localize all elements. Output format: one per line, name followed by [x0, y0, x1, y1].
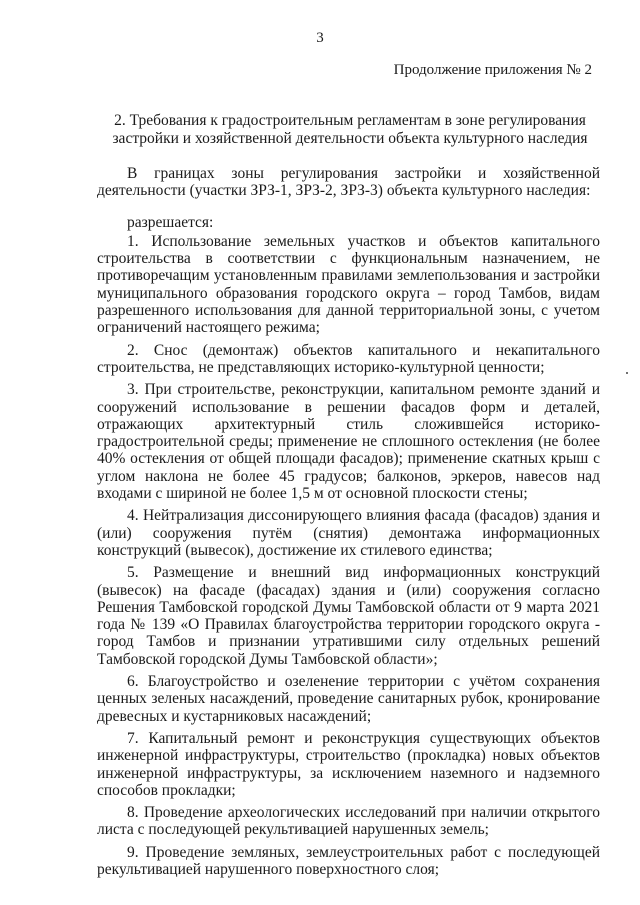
allowed-label: разрешается:	[127, 213, 214, 231]
list-item: 9. Проведение земляных, землеустроительных работ с последующей рекультивацией нарушенного поверхностного слоя;	[97, 843, 600, 878]
document-body	[97, 165, 600, 883]
scan-artifact-dot	[626, 372, 628, 374]
list-item: 7. Капитальный ремонт и реконструкция существующих объектов инженерной инфраструктуры, строительство (прокладка) новых объектов инженерной инфраструктуры, за исключением наземного и надземного способов прокладки;	[97, 729, 600, 799]
list-item: 5. Размещение и внешний вид информационных конструкций (вывесок) на фасаде (фасадах) здания и (или) сооружения согласно Решения Тамбовской городской Думы Тамбовской области от 9 марта 2021 года № 139 «О Правилах благоустройства территории городского округа - город Тамбов и признании утратившими силу отдельных решений Тамбовской городской Думы Тамбовской области»;	[97, 564, 600, 668]
list-item: 3. При строительстве, реконструкции, капитальном ремонте зданий и сооружений использование в решении фасадов форм и деталей, отражающих архитектурный стиль сложившейся историко-градостроительной среды; применение не сплошного остекления (не более 40% остекления от общей площади фасадов); применение скатных крыш с углом наклона не более 45 градусов; балконов, эркеров, навесов над входами с шириной не более 1,5 м от основной плоскости стены;	[97, 381, 600, 503]
list-item: 2. Снос (демонтаж) объектов капитального и некапитального строительства, не представляющих историко-культурной ценности;	[97, 341, 600, 376]
list-item: 6. Благоустройство и озеленение территории с учётом сохранения ценных зеленых насаждений, проведение санитарных рубок, кронирование древесных и кустарниковых насаждений;	[97, 673, 600, 725]
section-heading: 2. Требования к градостроительным регламентам в зоне регулирования застройки и хозяйственной деятельности объекта культурного наследия	[112, 112, 588, 147]
page-number: 3	[316, 30, 324, 46]
list-item: 4. Нейтрализация диссонирующего влияния фасада (фасадов) здания и (или) сооружения путём (снятия) демонтажа информационных конструкций (вывесок), достижение их стилевого единства;	[97, 507, 600, 559]
list-item: 8. Проведение археологических исследований при наличии открытого листа с последующей рекультивацией нарушенных земель;	[97, 804, 600, 839]
list-item: 1. Использование земельных участков и объектов капитального строительства в соответствии с функциональным назначением, не противоречащим установленным правилами землепользования и застройки муниципального образования городского округа – город Тамбов, видам разрешенного использования для данной территориальной зоны, с учетом ограничений настоящего режима;	[97, 232, 600, 337]
intro-paragraph: В границах зоны регулирования застройки и хозяйственной деятельности (участки ЗРЗ-1, ЗРЗ-2, ЗРЗ-3) объекта культурного наследия:	[97, 165, 600, 200]
annex-continuation-note: Продолжение приложения № 2	[393, 62, 592, 78]
